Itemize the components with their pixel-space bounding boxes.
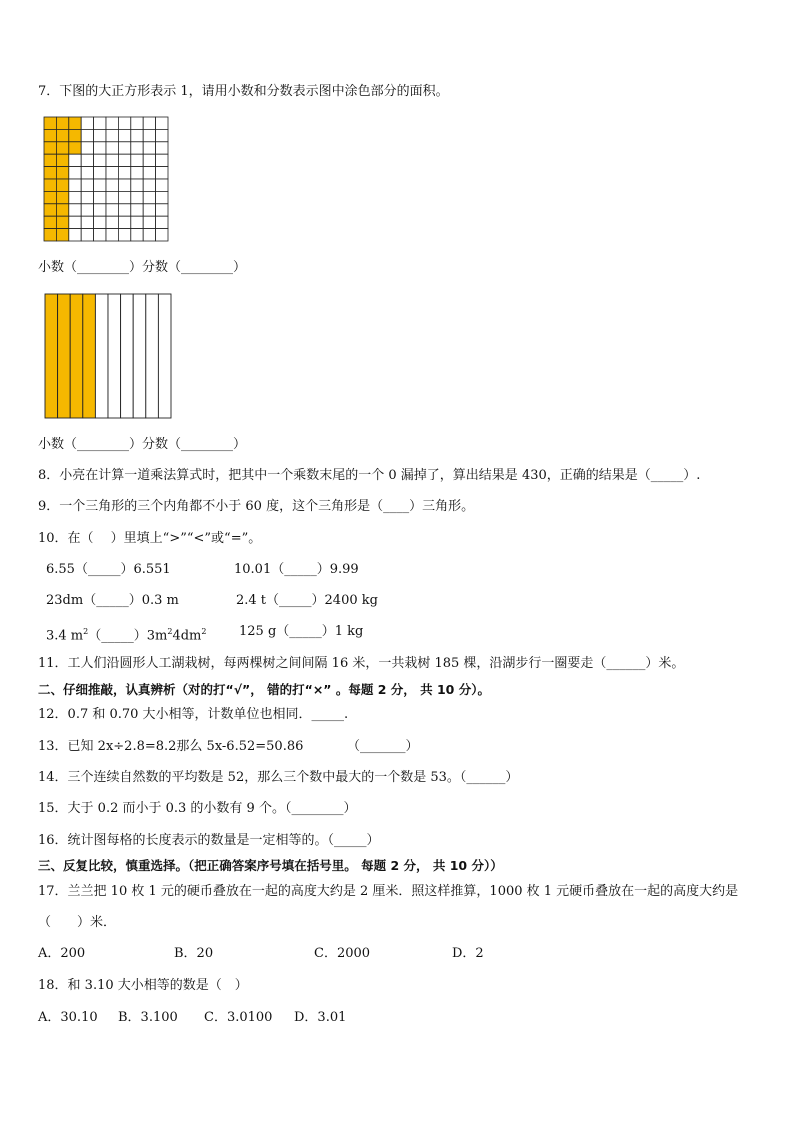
grid-cell bbox=[143, 229, 155, 241]
grid-cell bbox=[131, 216, 143, 228]
shaded-cell bbox=[44, 142, 56, 154]
superscript-2: 2 bbox=[167, 627, 173, 636]
shaded-cell bbox=[44, 117, 56, 129]
shaded-cell bbox=[69, 142, 81, 154]
grid-cell bbox=[156, 154, 168, 166]
superscript-3: 2 bbox=[201, 627, 207, 636]
grid-cell bbox=[94, 142, 106, 154]
grid-cell bbox=[106, 167, 118, 179]
grid-cell bbox=[81, 204, 93, 216]
grid-cell bbox=[81, 229, 93, 241]
strip bbox=[133, 294, 146, 418]
question-16-text: 16．统计图每格的长度表示的数量是一定相等的。（_____） bbox=[38, 833, 380, 848]
q10-item-5-mid: （_____）3m bbox=[88, 628, 168, 644]
grid-cell bbox=[69, 154, 81, 166]
shaded-cell bbox=[44, 167, 56, 179]
shaded-cell bbox=[56, 129, 68, 141]
grid-cell bbox=[143, 154, 155, 166]
q18-option-b: B．3.100 bbox=[118, 1010, 178, 1025]
question-17-line-1: 17．兰兰把 10 枚 1 元的硬币叠放在一起的高度大约是 2 厘米．照这样推算，1000 枚 1 元硬币叠放在一起的高度大约是 bbox=[38, 884, 739, 899]
grid-cell bbox=[156, 216, 168, 228]
grid-cell bbox=[106, 154, 118, 166]
strip bbox=[108, 294, 121, 418]
grid-cell bbox=[118, 167, 130, 179]
shaded-cell bbox=[44, 129, 56, 141]
grid-cell bbox=[143, 216, 155, 228]
grid-cell bbox=[81, 117, 93, 129]
q10-item-2: 10.01（_____）9.99 bbox=[234, 562, 359, 577]
shaded-cell bbox=[69, 129, 81, 141]
shaded-cell bbox=[44, 216, 56, 228]
grid-cell bbox=[94, 191, 106, 203]
strip bbox=[95, 294, 108, 418]
grid-cell bbox=[131, 117, 143, 129]
shaded-strip bbox=[58, 294, 71, 418]
shaded-cell bbox=[44, 154, 56, 166]
grid-cell bbox=[69, 191, 81, 203]
grid-cell bbox=[156, 117, 168, 129]
question-15-text: 15．大于 0.2 而小于 0.3 的小数有 9 个。（________） bbox=[38, 801, 357, 816]
grid-cell bbox=[143, 191, 155, 203]
q10-item-4: 2.4 t（_____）2400 kg bbox=[236, 593, 378, 608]
question-13-blank: （_______） bbox=[347, 739, 419, 754]
grid-cell bbox=[94, 167, 106, 179]
question-8-text: 8．小亮在计算一道乘法算式时，把其中一个乘数末尾的一个 0 漏掉了，算出结果是 430，正确的结果是（_____）. bbox=[38, 468, 701, 483]
q10-item-5-mid2: 4dm bbox=[172, 628, 202, 644]
grid-cell bbox=[131, 204, 143, 216]
grid-cell bbox=[131, 229, 143, 241]
grid-cell bbox=[106, 191, 118, 203]
grid-cell bbox=[106, 179, 118, 191]
question-17-line-2: （ ）米． bbox=[38, 915, 117, 930]
grid-cell bbox=[94, 229, 106, 241]
grid-cell bbox=[143, 117, 155, 129]
grid-cell bbox=[131, 129, 143, 141]
strip bbox=[146, 294, 159, 418]
grid-cell bbox=[106, 216, 118, 228]
q17-option-a: A．200 bbox=[38, 946, 86, 961]
grid-cell bbox=[143, 142, 155, 154]
section-2-heading: 二、仔细推敲，认真辨析（对的打“√”， 错的打“×” 。每题 2 分， 共 10 分）。 bbox=[38, 682, 490, 697]
shaded-cell bbox=[56, 117, 68, 129]
superscript-1: 2 bbox=[83, 627, 89, 636]
grid-cell bbox=[69, 179, 81, 191]
grid-cell bbox=[143, 167, 155, 179]
q10-item-3: 23dm（_____）0.3 m bbox=[46, 593, 179, 608]
shaded-cell bbox=[56, 204, 68, 216]
shaded-cell bbox=[56, 142, 68, 154]
shaded-cell bbox=[56, 179, 68, 191]
shaded-cell bbox=[44, 179, 56, 191]
grid-cell bbox=[143, 179, 155, 191]
grid-cell bbox=[118, 117, 130, 129]
grid-cell bbox=[118, 179, 130, 191]
question-7-answer-1: 小数（________）分数（________） bbox=[38, 260, 247, 275]
grid-cell bbox=[81, 179, 93, 191]
question-11-text: 11．工人们沿圆形人工湖栽树，每两棵树之间间隔 16 米，一共栽树 185 棵，沿湖步行一圈要走（______）米。 bbox=[38, 656, 685, 671]
shaded-cell bbox=[56, 154, 68, 166]
question-7-text: 7．下图的大正方形表示 1，请用小数和分数表示图中涂色部分的面积。 bbox=[38, 84, 449, 99]
question-10-text: 10．在（ ）里填上“>”“<”或“=”。 bbox=[38, 531, 262, 546]
grid-cell bbox=[69, 167, 81, 179]
grid-cell bbox=[118, 129, 130, 141]
grid-cell bbox=[118, 229, 130, 241]
shaded-cell bbox=[69, 117, 81, 129]
grid-cell bbox=[156, 204, 168, 216]
grid-cell bbox=[143, 129, 155, 141]
grid-cell bbox=[81, 167, 93, 179]
shaded-cell bbox=[44, 229, 56, 241]
question-12-text: 12．0.7 和 0.70 大小相等，计数单位也相同．_____. bbox=[38, 707, 349, 722]
q18-option-a: A．30.10 bbox=[38, 1010, 98, 1025]
shaded-strip bbox=[45, 294, 58, 418]
hundred-grid-figure bbox=[43, 116, 169, 242]
shaded-cell bbox=[44, 191, 56, 203]
grid-cell bbox=[94, 216, 106, 228]
grid-cell bbox=[69, 229, 81, 241]
grid-cell bbox=[106, 229, 118, 241]
grid-cell bbox=[143, 204, 155, 216]
q17-option-c: C．2000 bbox=[314, 946, 371, 961]
q17-option-b: B．20 bbox=[174, 946, 214, 961]
q17-option-d: D．2 bbox=[452, 946, 484, 961]
grid-cell bbox=[81, 191, 93, 203]
grid-cell bbox=[156, 229, 168, 241]
grid-cell bbox=[118, 142, 130, 154]
grid-cell bbox=[94, 204, 106, 216]
grid-cell bbox=[131, 179, 143, 191]
question-18-text: 18．和 3.10 大小相等的数是（ ） bbox=[38, 978, 248, 993]
grid-cell bbox=[131, 142, 143, 154]
grid-cell bbox=[156, 179, 168, 191]
grid-cell bbox=[106, 204, 118, 216]
grid-cell bbox=[69, 204, 81, 216]
grid-cell bbox=[131, 154, 143, 166]
grid-cell bbox=[118, 191, 130, 203]
grid-cell bbox=[94, 129, 106, 141]
grid-cell bbox=[81, 142, 93, 154]
grid-cell bbox=[94, 117, 106, 129]
section-3-heading: 三、反复比较，慎重选择。（把正确答案序号填在括号里。 每题 2 分， 共 10 分）） bbox=[38, 858, 503, 873]
grid-cell bbox=[94, 179, 106, 191]
q18-option-d: D．3.01 bbox=[294, 1010, 347, 1025]
strip bbox=[121, 294, 134, 418]
grid-cell bbox=[156, 167, 168, 179]
grid-cell bbox=[156, 129, 168, 141]
grid-cell bbox=[106, 142, 118, 154]
question-13-text: 13．已知 2x÷2.8=8.2那么 5x-6.52=50.86 bbox=[38, 739, 304, 754]
q18-option-c: C．3.0100 bbox=[204, 1010, 273, 1025]
grid-cell bbox=[118, 204, 130, 216]
grid-cell bbox=[81, 129, 93, 141]
shaded-cell bbox=[56, 216, 68, 228]
shaded-cell bbox=[56, 191, 68, 203]
shaded-cell bbox=[44, 204, 56, 216]
grid-cell bbox=[118, 216, 130, 228]
q10-item-5-pre: 3.4 m bbox=[46, 628, 84, 644]
grid-cell bbox=[106, 129, 118, 141]
shaded-cell bbox=[56, 229, 68, 241]
q10-item-1: 6.55（_____）6.551 bbox=[46, 562, 171, 577]
shaded-strip bbox=[83, 294, 96, 418]
grid-cell bbox=[81, 216, 93, 228]
question-9-text: 9．一个三角形的三个内角都不小于 60 度，这个三角形是（____）三角形。 bbox=[38, 499, 475, 514]
question-14-text: 14．三个连续自然数的平均数是 52，那么三个数中最大的一个数是 53。（______） bbox=[38, 770, 519, 785]
grid-cell bbox=[156, 191, 168, 203]
grid-cell bbox=[156, 142, 168, 154]
grid-cell bbox=[81, 154, 93, 166]
tenths-strip-figure bbox=[44, 293, 174, 419]
q10-item-6: 125 g（_____）1 kg bbox=[239, 624, 364, 639]
grid-cell bbox=[131, 191, 143, 203]
shaded-cell bbox=[56, 167, 68, 179]
shaded-strip bbox=[70, 294, 83, 418]
q10-item-5 bbox=[46, 623, 206, 645]
strip bbox=[158, 294, 171, 418]
grid-cell bbox=[106, 117, 118, 129]
question-7-answer-2: 小数（________）分数（________） bbox=[38, 437, 247, 452]
grid-cell bbox=[94, 154, 106, 166]
grid-cell bbox=[118, 154, 130, 166]
grid-cell bbox=[131, 167, 143, 179]
grid-cell bbox=[69, 216, 81, 228]
